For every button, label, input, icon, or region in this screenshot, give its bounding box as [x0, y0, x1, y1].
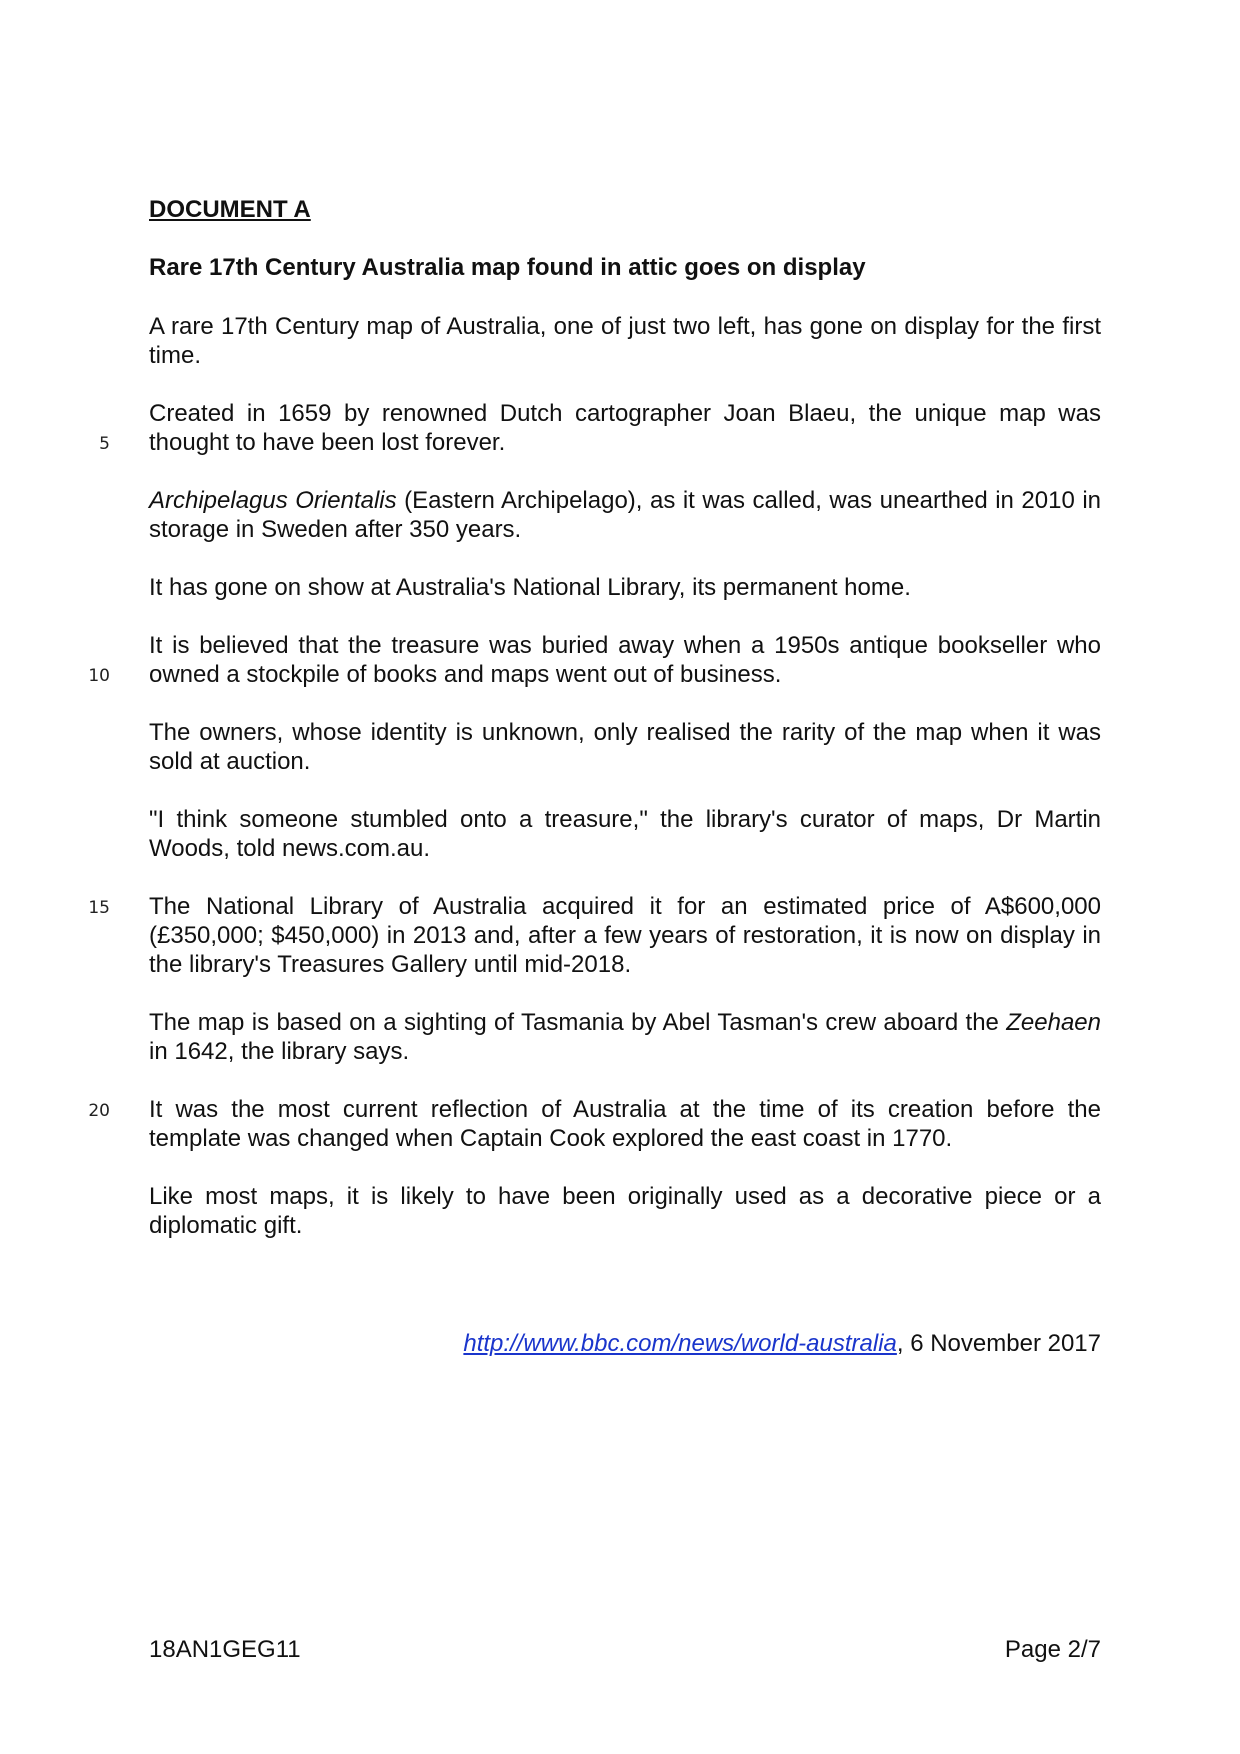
- source-citation: [463, 1330, 1101, 1358]
- paragraph-5: It is believed that the treasure was buried away when a 1950s antique bookseller who owned a stockpile of books and maps went out of business.: [149, 632, 1101, 688]
- line-number: 15: [88, 898, 110, 918]
- paragraph-2: Created in 1659 by renowned Dutch cartographer Joan Blaeu, the unique map was thought to have been lost forever.: [149, 400, 1101, 456]
- document-code: 18AN1GEG11: [149, 1636, 301, 1663]
- article-title: Rare 17th Century Australia map found in attic goes on display: [149, 254, 866, 281]
- map-title-italic: Archipelagus Orientalis: [149, 487, 397, 514]
- paragraph-4: It has gone on show at Australia's National Library, its permanent home.: [149, 574, 911, 601]
- paragraph-9-start: The map is based on a sighting of Tasmania by Abel Tasman's crew aboard the: [149, 1009, 1007, 1036]
- paragraph-6: The owners, whose identity is unknown, only realised the rarity of the map when it was sold at auction.: [149, 719, 1101, 775]
- document-label: DOCUMENT A: [149, 196, 311, 223]
- paragraph-11: Like most maps, it is likely to have been originally used as a decorative piece or a diplomatic gift.: [149, 1183, 1101, 1239]
- paragraph-7: "I think someone stumbled onto a treasure," the library's curator of maps, Dr Martin Woods, told news.com.au.: [149, 806, 1101, 862]
- paragraph-8: The National Library of Australia acquired it for an estimated price of A$600,000 (£350,000; $450,000) in 2013 and, after a few years of restoration, it is now on display in the library's Treasures Gallery until mid-2018.: [149, 893, 1101, 978]
- paragraph-1: A rare 17th Century map of Australia, one of just two left, has gone on display for the first time.: [149, 313, 1101, 369]
- paragraph-10: It was the most current reflection of Australia at the time of its creation before the template was changed when Captain Cook explored the east coast in 1770.: [149, 1096, 1101, 1152]
- ship-name-italic: Zeehaen: [1006, 1009, 1101, 1036]
- paragraph-9: [149, 1008, 1101, 1066]
- line-number: 20: [88, 1101, 110, 1121]
- line-number: 10: [88, 666, 110, 686]
- paragraph-3-text: (Eastern Archipelago), as it was called, was unearthed in 2010 in storage in Sweden after 350 years.: [149, 487, 1101, 543]
- source-link[interactable]: http://www.bbc.com/news/world-australia: [463, 1330, 897, 1357]
- line-number: 5: [99, 434, 110, 454]
- page-number: Page 2/7: [1004, 1636, 1101, 1663]
- source-date: , 6 November 2017: [896, 1330, 1101, 1357]
- paragraph-9-end: in 1642, the library says.: [149, 1038, 410, 1065]
- paragraph-3: [149, 486, 1101, 544]
